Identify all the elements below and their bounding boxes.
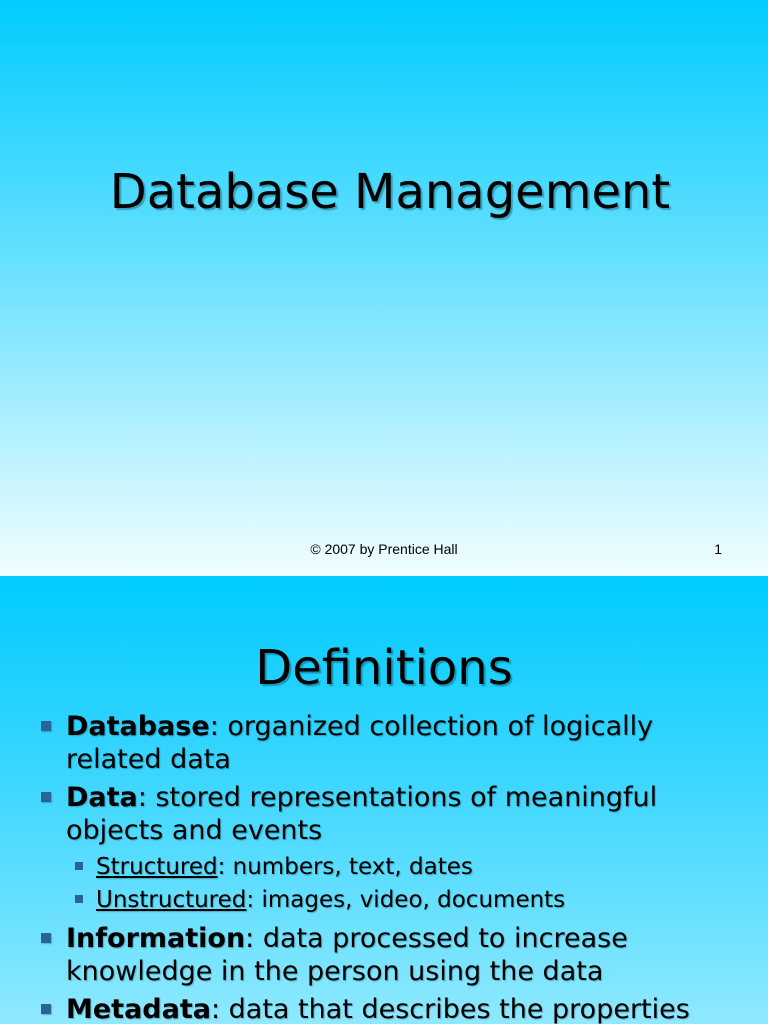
sub-bullet-text: : numbers, text, dates [217, 854, 473, 880]
square-bullet-icon [41, 933, 51, 943]
bullet-item [38, 710, 738, 776]
sub-bullet-item [66, 884, 738, 917]
bullet-item [38, 993, 738, 1024]
footer-copyright: © 2007 by Prentice Hall [310, 541, 458, 557]
square-bullet-icon [41, 721, 51, 731]
square-bullet-icon [75, 895, 83, 903]
bullet-term: Data [66, 782, 138, 813]
sub-bullet-term: Unstructured [96, 887, 247, 913]
bullet-term: Database [66, 711, 210, 742]
square-bullet-icon [41, 792, 51, 802]
bullet-term: Metadata [66, 994, 211, 1024]
bullet-list [38, 710, 738, 1024]
square-bullet-icon [41, 1004, 51, 1014]
slide-number: 1 [714, 541, 722, 557]
bullet-term: Information [66, 923, 246, 954]
bullet-text: : data that describes the properties [210, 994, 690, 1024]
slide-title: Database Management [109, 164, 671, 220]
bullet-item [38, 781, 738, 917]
sub-bullet-item [66, 851, 738, 884]
sub-bullet-list [66, 851, 738, 917]
bullet-text: : data processed to increase knowledge in the person using the data [66, 923, 628, 987]
slide-2 [0, 576, 768, 1024]
bullet-item [38, 922, 738, 988]
slide-title: Definitions [255, 640, 513, 696]
sub-bullet-text: : images, video, documents [246, 887, 566, 913]
bullet-text: : stored representations of meaningful objects and events [66, 782, 658, 846]
bullet-text: : organized collection of logically related data [66, 711, 654, 775]
sub-bullet-term: Structured [96, 854, 218, 880]
square-bullet-icon [75, 862, 83, 870]
